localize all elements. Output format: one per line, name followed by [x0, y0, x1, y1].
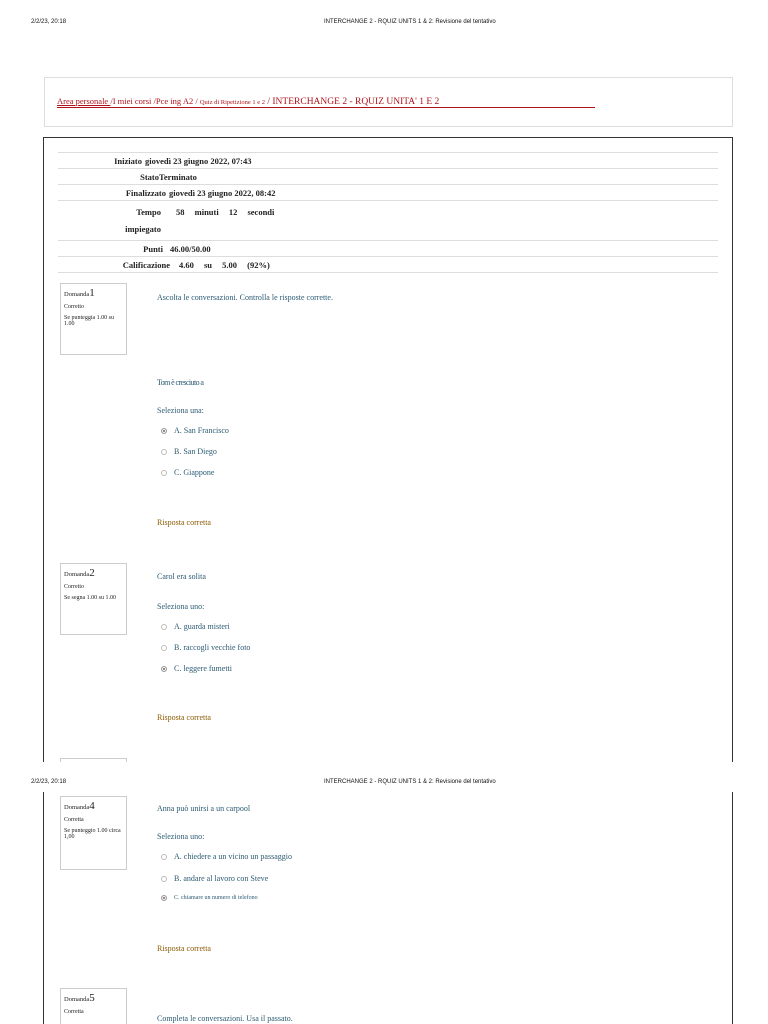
radio-selected-icon[interactable] [161, 895, 167, 901]
summary-value: giovedì 23 giugno 2022, 08:42 [169, 188, 276, 198]
feedback-text: Risposta corretta [157, 518, 211, 527]
answer-option-c[interactable]: C. chiamare un numero di telefono [161, 895, 258, 901]
breadcrumb-home-link[interactable]: Area personale [57, 96, 111, 106]
print-header [0, 19, 768, 33]
radio-icon[interactable] [161, 449, 167, 455]
question-info-1 [60, 283, 127, 355]
question-label: Domanda1 [64, 287, 95, 299]
summary-label: Stato [140, 172, 159, 182]
quiz-review-panel [43, 137, 733, 762]
answer-option-c[interactable]: C. leggere fumetti [161, 664, 232, 673]
print-title: INTERCHANGE 2 - RQUIZ UNITS 1 & 2: Revisione del tentativo [324, 779, 496, 785]
summary-row-grade [58, 256, 718, 273]
summary-row-started [58, 152, 718, 168]
breadcrumb-box [44, 77, 733, 127]
question-status: Corretta [64, 1009, 84, 1015]
summary-value: giovedì 23 giugno 2022, 07:43 [145, 156, 252, 166]
answer-option-a[interactable]: A. chiedere a un vicino un passaggio [161, 852, 292, 861]
select-label: Seleziona uno: [157, 602, 205, 611]
print-date: 2/2/23, 20:18 [31, 779, 67, 785]
print-date: 2/2/23, 20:18 [31, 19, 67, 25]
radio-icon[interactable] [161, 645, 167, 651]
attempt-summary-table [58, 152, 718, 273]
radio-selected-icon[interactable] [161, 666, 167, 672]
answer-option-b[interactable]: B. raccogli vecchie foto [161, 643, 250, 652]
summary-row-state [58, 168, 718, 184]
question-status: Corretto [64, 304, 84, 310]
question-score: Se punteggio 1.00 circa 1,00 [64, 828, 121, 840]
question-prompt: Anna può unirsi a un carpool [157, 804, 251, 813]
summary-label: Calificazione [122, 260, 170, 270]
radio-icon[interactable] [161, 876, 167, 882]
question-score: Se segna 1.00 su 1.00 [64, 595, 116, 601]
breadcrumb-courses[interactable]: /I miei corsi /Pce ing A2 / [110, 96, 200, 106]
summary-value: 46.00/50.00 [170, 244, 211, 254]
question-label: Domanda5 [64, 992, 95, 1004]
answer-option-a[interactable]: A. San Francisco [161, 426, 229, 435]
question-label: Domanda2 [64, 567, 95, 579]
page-separator [0, 770, 768, 778]
question-info-2 [60, 563, 127, 635]
feedback-text: Risposta corretta [157, 944, 211, 953]
summary-row-finished [58, 184, 718, 200]
print-title: INTERCHANGE 2 - RQUIZ UNITS 1 & 2: Revisione del tentativo [324, 19, 496, 25]
page-2 [0, 778, 768, 1024]
summary-row-time-taken [58, 200, 718, 240]
question-info-5 [60, 988, 127, 1024]
summary-label: Iniziato [114, 156, 142, 166]
question-prompt: Carol era solita [157, 572, 206, 581]
question-label: Domanda4 [64, 800, 95, 812]
select-label: Seleziona una: [157, 406, 204, 415]
breadcrumb [57, 96, 439, 107]
summary-label: Tempo impiegato [125, 207, 161, 234]
question-score: Se punteggia 1.00 su 1.00 [64, 315, 114, 327]
radio-icon[interactable] [161, 470, 167, 476]
quiz-review-panel-continued [43, 792, 733, 1024]
answer-option-b[interactable]: B. San Diego [161, 447, 217, 456]
question-instruction: Completa le conversazioni. Usa il passato. [157, 1014, 293, 1023]
breadcrumb-quiz-link[interactable]: Quiz di Ripetizione 1 e 2 [199, 99, 265, 106]
radio-icon[interactable] [161, 854, 167, 860]
summary-label: Finalizzato [125, 188, 166, 198]
question-status: Corretto [64, 584, 84, 590]
summary-label: Punti [143, 244, 163, 254]
question-prompt: Tom è cresciuto a [157, 378, 204, 387]
question-status: Corretta [64, 817, 84, 823]
question-info-3-partial [60, 758, 127, 762]
summary-value: 4.60 su 5.00 (92%) [179, 260, 270, 270]
summary-row-points [58, 240, 718, 256]
select-label: Seleziona uno: [157, 832, 205, 841]
summary-value: 58 minuti 12 secondi [176, 207, 275, 217]
feedback-text: Risposta corretta [157, 713, 211, 722]
answer-option-c[interactable]: C. Giappone [161, 468, 214, 477]
question-instruction: Ascolta le conversazioni. Controlla le risposte corrette. [157, 293, 333, 302]
radio-selected-icon[interactable] [161, 428, 167, 434]
answer-option-a[interactable]: A. guarda misteri [161, 622, 230, 631]
breadcrumb-current: / INTERCHANGE 2 - RQUIZ UNITA' 1 E 2 [265, 97, 440, 107]
breadcrumb-underline [57, 107, 595, 108]
answer-option-b[interactable]: B. andare al lavoro con Steve [161, 874, 268, 883]
radio-icon[interactable] [161, 624, 167, 630]
question-info-4 [60, 796, 127, 870]
summary-value: Terminato [159, 172, 197, 182]
